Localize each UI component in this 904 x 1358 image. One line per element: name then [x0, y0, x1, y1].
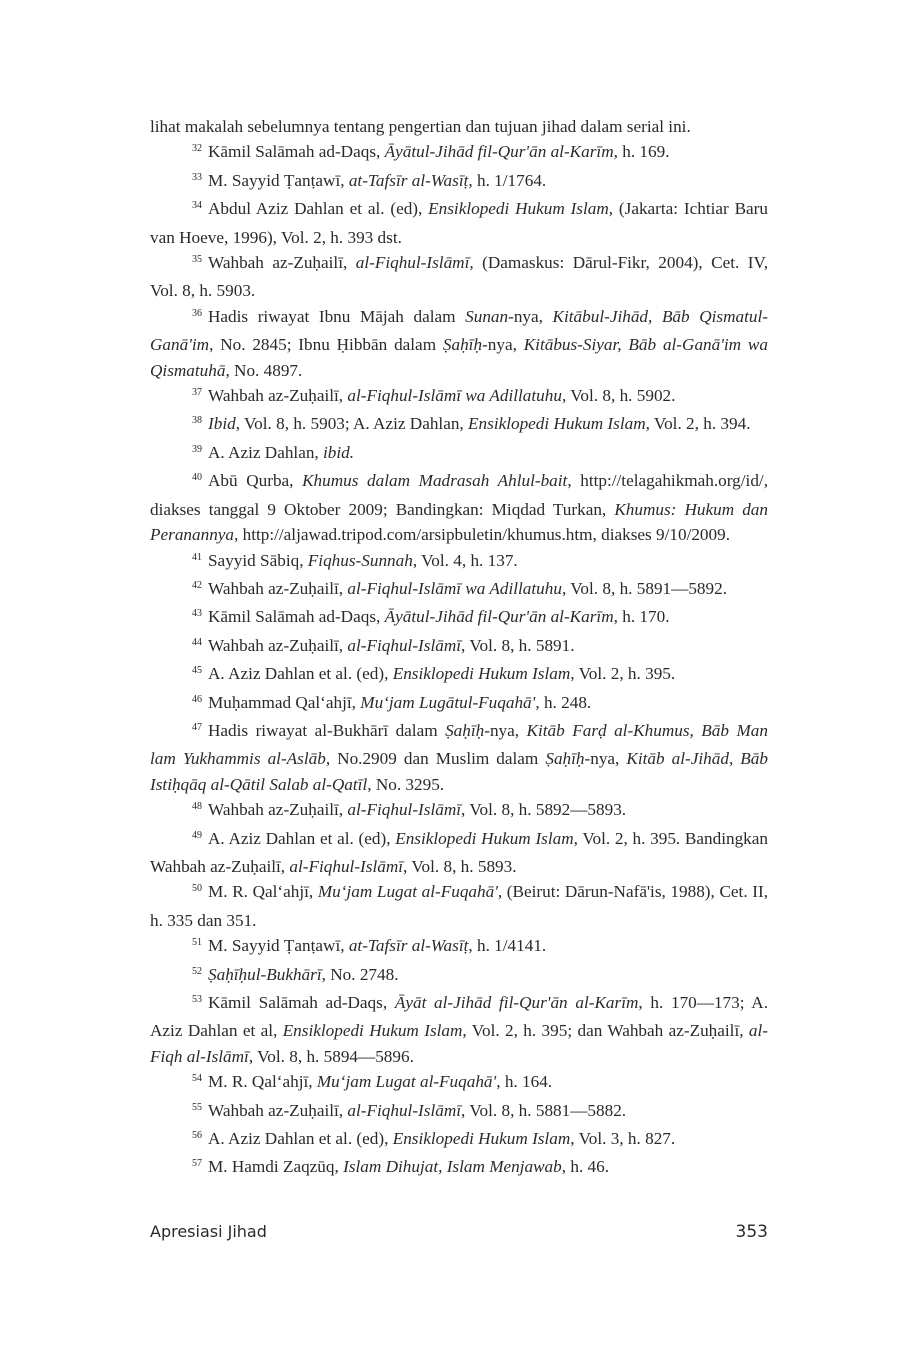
footnote-number: 48	[192, 801, 202, 813]
footnote-44	[150, 633, 768, 661]
footnote-title-text: Ensiklopedi Hukum Islam	[468, 414, 646, 434]
footnote-text: , h. 46.	[561, 1157, 610, 1177]
footnote-title-text: Ibid	[208, 414, 236, 434]
footnote-53	[150, 990, 768, 1069]
footnote-42	[150, 576, 768, 604]
footnote-title-text: Kitābul-Jihād, Bāb Qismatul-Ganā'im	[150, 306, 768, 355]
footnote-48	[150, 797, 768, 825]
footnote-title-text: Ensiklopedi Hukum Islam	[282, 1021, 463, 1041]
footnote-title-text: Āyātul-Jihād fil-Qur'ān al-Karīm	[384, 607, 614, 627]
footnote-57	[150, 1154, 768, 1182]
footnote-title-text: al-Fiqhul-Islāmī	[347, 635, 462, 655]
footnote-text: Abdul Aziz Dahlan et al. (ed),	[208, 199, 429, 219]
footnote-title-text: Mu‘jam Lugat al-Fuqahā'	[316, 1072, 497, 1092]
footnote-text: , Vol. 8, h. 5902.	[561, 386, 676, 406]
footnote-55	[150, 1098, 768, 1126]
footnote-text: Hadis riwayat al-Bukhārī dalam	[208, 720, 446, 740]
footnote-text: , No. 2845; Ibnu Ḥibbān dalam	[209, 335, 443, 355]
footnote-text: (Damaskus: Dārul-Fikr, 2004), Cet. IV, Vol. 8, h. 5903.	[150, 253, 768, 301]
footnote-39	[150, 440, 768, 468]
footnote-title-text: Kitāb Farḍ al-Khumus, Bāb Man lam Yukhammis al-Aslāb	[150, 720, 768, 769]
footnote-43	[150, 604, 768, 632]
page-number: 353	[735, 1222, 768, 1242]
footnote-text: , Vol. 8, h. 5891.	[461, 635, 575, 655]
footnote-title-text: Ensiklopedi Hukum Islam,	[428, 199, 614, 219]
footnote-text: , Vol. 8, h. 5891—5892.	[561, 578, 727, 598]
footnote-text: Wahbah az-Zuḥailī,	[208, 800, 348, 820]
footnote-title-text: Āyātul-Jihād fil-Qur'ān al-Karīm	[384, 142, 614, 162]
footnote-46	[150, 690, 768, 718]
footnote-text: -nya,	[584, 749, 627, 769]
footnote-text: Kāmil Salāmah ad-Daqs,	[208, 607, 385, 627]
footnote-number: 51	[192, 937, 202, 949]
footnote-text: A. Aziz Dahlan et al. (ed),	[208, 1129, 393, 1149]
footnote-number: 39	[192, 443, 202, 455]
footnote-number: 35	[192, 254, 202, 266]
footnote-text: Abū Qurba,	[208, 471, 303, 491]
footnote-text: M. R. Qal‘ahjī,	[208, 882, 318, 902]
footnote-text: -nya,	[484, 720, 527, 740]
footnote-text: (Jakarta: Ichtiar Baru van Hoeve, 1996), Vol. 2, h. 393 dst.	[150, 199, 768, 247]
footnote-text: (Beirut: Dārun-Nafā'is, 1988), Cet. II, h. 335 dan 351.	[150, 882, 768, 930]
footnote-text: , Vol. 2, h. 395. Bandingkan Wahbah az-Zuḥailī,	[150, 828, 768, 876]
footnote-text: , http://telagahikmah.org/id/, diakses tanggal 9 Oktober 2009; Bandingkan: Miqdad Turkan,	[150, 471, 768, 519]
footnote-text: Hadis riwayat Ibnu Mājah dalam	[208, 306, 466, 326]
footnote-title-text: Ensiklopedi Hukum Islam	[395, 828, 574, 848]
footnote-text: , Vol. 2, h. 395; dan Wahbah az-Zuḥailī,	[462, 1021, 749, 1041]
footnote-51	[150, 933, 768, 961]
footnote-40	[150, 468, 768, 547]
footnote-title-text: al-Fiqhul-Islāmī,	[355, 253, 474, 273]
footnote-number: 37	[192, 387, 202, 399]
footnote-text: , Vol. 8, h. 5903; A. Aziz Dahlan,	[235, 414, 469, 434]
footnote-text: , No. 2748.	[321, 964, 399, 984]
footnote-number: 43	[192, 608, 202, 620]
footnote-35	[150, 250, 768, 304]
footnote-text: Wahbah az-Zuḥailī,	[208, 1100, 348, 1120]
footnote-text: , http://aljawad.tripod.com/arsipbuletin/khumus.htm, diakses 9/10/2009.	[234, 525, 731, 545]
footnote-text: A. Aziz Dahlan et al. (ed),	[208, 664, 393, 684]
footnote-36	[150, 304, 768, 383]
footnote-54	[150, 1069, 768, 1097]
footnote-title-text: Khumus dalam Madrasah Ahlul-bait	[302, 471, 568, 491]
footnote-text: , Vol. 3, h. 827.	[570, 1129, 676, 1149]
footnote-50	[150, 879, 768, 933]
footnote-text: , h. 248.	[535, 692, 592, 712]
footnote-title-text: Ṣaḥīḥ	[442, 335, 483, 355]
footnote-text: A. Aziz Dahlan,	[208, 442, 324, 462]
footnote-text: , Vol. 8, h. 5881—5882.	[461, 1100, 627, 1120]
footnote-number: 45	[192, 665, 202, 677]
footnote-text: Wahbah az-Zuḥailī,	[208, 253, 356, 273]
footnote-title-text: Ensiklopedi Hukum Islam	[392, 664, 571, 684]
footnote-number: 57	[192, 1158, 202, 1170]
footnote-text: M. Sayyid Ṭanṭawī,	[208, 170, 349, 190]
footnote-title-text: Fiqhus-Sunnah	[307, 550, 413, 570]
footnote-text: M. Hamdi Zaqzūq,	[208, 1157, 344, 1177]
footnote-34	[150, 196, 768, 250]
footnote-38	[150, 411, 768, 439]
footnote-number: 41	[192, 551, 202, 563]
footnote-title-text: al-Fiqhul-Islāmī wa Adillatuhu	[347, 386, 562, 406]
footnote-text: , No. 3295.	[367, 774, 445, 794]
footnote-title-text: Islam Dihujat, Islam Menjawab	[343, 1157, 562, 1177]
footnote-text: Wahbah az-Zuḥailī,	[208, 635, 348, 655]
footnote-text: Kāmil Salāmah ad-Daqs,	[208, 993, 395, 1012]
footnote-continuation	[150, 114, 768, 139]
footnote-title-text: al-Fiqh al-Islāmī	[150, 1021, 768, 1066]
footnote-title-text: al-Fiqhul-Islāmī	[347, 800, 462, 820]
footnote-52	[150, 962, 768, 990]
footnote-number: 36	[192, 307, 202, 319]
footnotes-block	[150, 114, 768, 1183]
footnote-title-text: Ṣaḥīḥ	[445, 720, 485, 740]
footnote-text: A. Aziz Dahlan et al. (ed),	[208, 828, 396, 848]
footnote-title-text: Kitāb al-Jihād, Bāb Istiḥqāq al-Qātil Salab al-Qatīl	[150, 749, 768, 794]
footnote-text: , h. 164.	[496, 1072, 553, 1092]
footnote-text: Kāmil Salāmah ad-Daqs,	[208, 142, 385, 162]
footnote-text: -nya,	[508, 306, 553, 326]
footnote-text: , Vol. 2, h. 394.	[645, 414, 751, 434]
footnote-text: M. Sayyid Ṭanṭawī,	[208, 936, 349, 956]
footnote-number: 54	[192, 1073, 202, 1085]
footnote-title-text: at-Tafsīr al-Wasīṭ	[348, 170, 469, 190]
footnote-37	[150, 383, 768, 411]
footnote-title-text: at-Tafsīr al-Wasīṭ	[348, 936, 469, 956]
footnote-title-text: al-Fiqhul-Islāmī	[347, 1100, 462, 1120]
footnote-title-text: Khumus: Hukum dan Peranannya	[150, 499, 768, 545]
footnote-title-text: Ensiklopedi Hukum Islam	[392, 1129, 571, 1149]
footnote-text: Wahbah az-Zuḥailī,	[208, 386, 348, 406]
footnote-number: 38	[192, 415, 202, 427]
footnote-title-text: Mu‘jam Lugat al-Fuqahā',	[317, 882, 503, 902]
footnote-text: Sayyid Sābiq,	[208, 550, 308, 570]
footnote-text: , h. 170—173; A. Aziz Dahlan et al,	[150, 993, 768, 1041]
footnote-56	[150, 1126, 768, 1154]
footnote-text: , h. 170.	[613, 607, 670, 627]
footnote-text: , Vol. 8, h. 5892—5893.	[461, 800, 627, 820]
footnote-title-text: Kitābus-Siyar, Bāb al-Ganā'im wa Qismatuhā	[150, 335, 768, 380]
footnote-number: 42	[192, 579, 202, 591]
footnote-title-text: al-Fiqhul-Islāmī wa Adillatuhu	[347, 578, 562, 598]
footnote-text: Wahbah az-Zuḥailī,	[208, 578, 348, 598]
footnote-text: , Vol. 4, h. 137.	[412, 550, 518, 570]
footnote-text: , h. 1/1764.	[468, 170, 547, 190]
footnote-text: , Vol. 8, h. 5894—5896.	[248, 1046, 414, 1066]
footnote-number: 33	[192, 171, 202, 183]
footnote-number: 50	[192, 883, 202, 895]
footnote-number: 49	[192, 829, 202, 841]
footnote-title-text: Ṣaḥīḥ	[545, 749, 585, 769]
footnote-text: , Vol. 2, h. 395.	[570, 664, 676, 684]
footnote-number: 46	[192, 693, 202, 705]
footnote-title-text: Sunan	[465, 306, 509, 326]
footnote-45	[150, 661, 768, 689]
footnote-text: , h. 1/4141.	[468, 936, 547, 956]
footnote-text: lihat makalah sebelumnya tentang pengertian dan tujuan jihad dalam serial ini.	[150, 117, 691, 136]
footnote-number: 34	[192, 200, 202, 212]
running-title: Apresiasi Jihad	[150, 1222, 267, 1241]
footnote-number: 53	[192, 994, 202, 1005]
footnote-text: Muḥammad Qal‘ahjī,	[208, 692, 361, 712]
footnote-text: , Vol. 8, h. 5893.	[403, 856, 517, 876]
footnote-title-text: Mu‘jam Lugātul-Fuqahā'	[360, 692, 536, 712]
footnote-text: M. R. Qal‘ahjī,	[208, 1072, 317, 1092]
footnote-number: 32	[192, 143, 202, 155]
footnote-title-text: al-Fiqhul-Islāmī	[289, 856, 404, 876]
footnote-49	[150, 826, 768, 880]
footnote-text: -nya,	[482, 335, 524, 355]
footnote-number: 40	[192, 472, 202, 484]
footnote-47	[150, 718, 768, 797]
footnote-title-text: Ṣaḥīḥul-Bukhārī	[208, 964, 322, 984]
footnote-text: , No.2909 dan Muslim dalam	[325, 749, 546, 769]
footnote-number: 52	[192, 965, 202, 977]
footnote-text: , h. 169.	[613, 142, 670, 162]
footnote-title-text: ibid.	[323, 442, 355, 462]
footnote-number: 44	[192, 636, 202, 648]
footnote-32	[150, 139, 768, 167]
footnote-text: , No. 4897.	[225, 360, 303, 380]
footnote-number: 47	[192, 721, 202, 733]
footnote-33	[150, 168, 768, 196]
footnote-number: 55	[192, 1101, 202, 1113]
footnote-number: 56	[192, 1130, 202, 1142]
footnote-title-text: Āyāt al-Jihād fil-Qur'ān al-Karīm	[394, 993, 639, 1012]
footnote-41	[150, 548, 768, 576]
